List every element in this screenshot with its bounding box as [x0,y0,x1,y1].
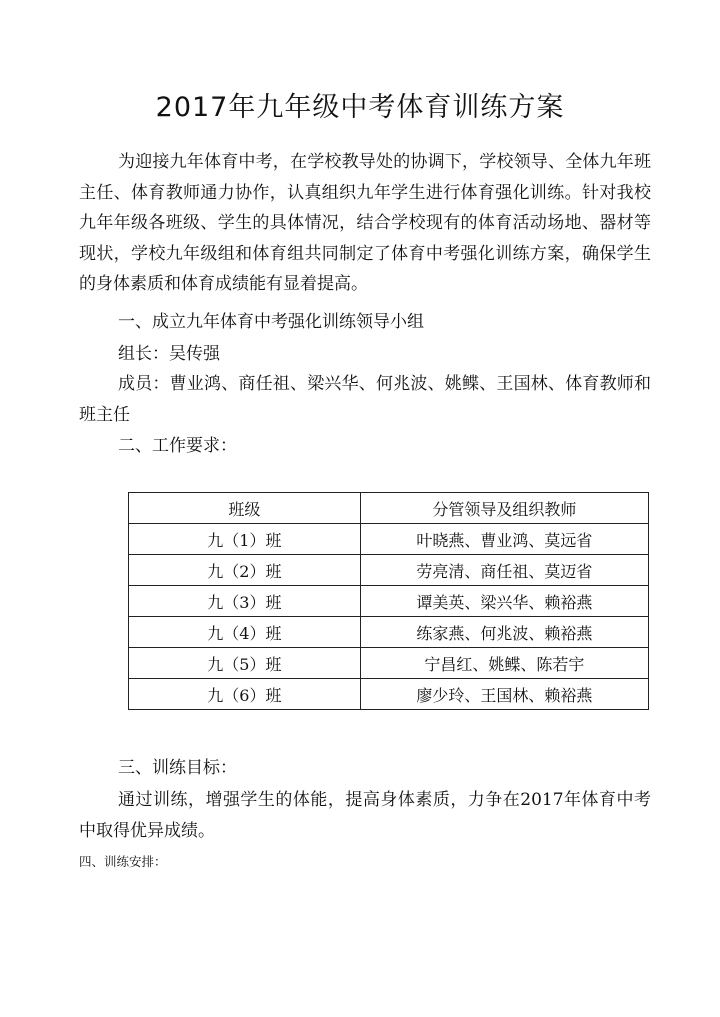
header-teachers: 分管领导及组织教师 [360,493,648,524]
class-cell: 九（1）班 [129,524,361,555]
class-cell: 九（6）班 [129,679,361,710]
class-cell: 九（4）班 [129,617,361,648]
section-4-heading: 四、训练安排： [79,854,167,869]
teachers-cell: 劳亮清、商任祖、莫迈省 [360,555,648,586]
section-3-heading: 三、训练目标： [118,758,237,778]
table-row [129,617,649,648]
table-header-row [129,493,649,524]
assignment-table [128,492,649,710]
teachers-cell: 叶晓燕、曹业鸿、莫远省 [360,524,648,555]
teachers-cell: 练家燕、何兆波、赖裕燕 [360,617,648,648]
table-row [129,586,649,617]
class-cell: 九（2）班 [129,555,361,586]
members-paragraph: 成员：曹业鸿、商任祖、梁兴华、何兆波、姚鲽、王国林、体育教师和班主任 [79,374,651,425]
teachers-cell: 宁昌红、姚鲽、陈若宇 [360,648,648,679]
leader-line: 组长：吴传强 [118,344,220,364]
table-row [129,555,649,586]
table-row [129,679,649,710]
table-row [129,524,649,555]
intro-paragraph: 为迎接九年体育中考，在学校教导处的协调下，学校领导、全体九年班主任、体育教师通力协作，认真组织九年学生进行体育强化训练。针对我校九年年级各班级、学生的具体情况，结合学校现有的体育活动场地、器材等现状，学校九年级组和体育组共同制定了体育中考强化训练方案，确保学生的身体素质和体育成绩能有显着提高。 [79,152,651,294]
class-cell: 九（3）班 [129,586,361,617]
document-title: 2017年九年级中考体育训练方案 [155,92,565,123]
table-row [129,648,649,679]
goal-paragraph: 通过训练，增强学生的体能，提高身体素质，力争在2017年体育中考中取得优异成绩。 [79,790,651,841]
section-2-heading: 二、工作要求： [118,436,237,456]
teachers-cell: 谭美英、梁兴华、赖裕燕 [360,586,648,617]
teachers-cell: 廖少玲、王国林、赖裕燕 [360,679,648,710]
class-cell: 九（5）班 [129,648,361,679]
section-1-heading: 一、成立九年体育中考强化训练领导小组 [118,312,424,332]
header-class: 班级 [129,493,361,524]
